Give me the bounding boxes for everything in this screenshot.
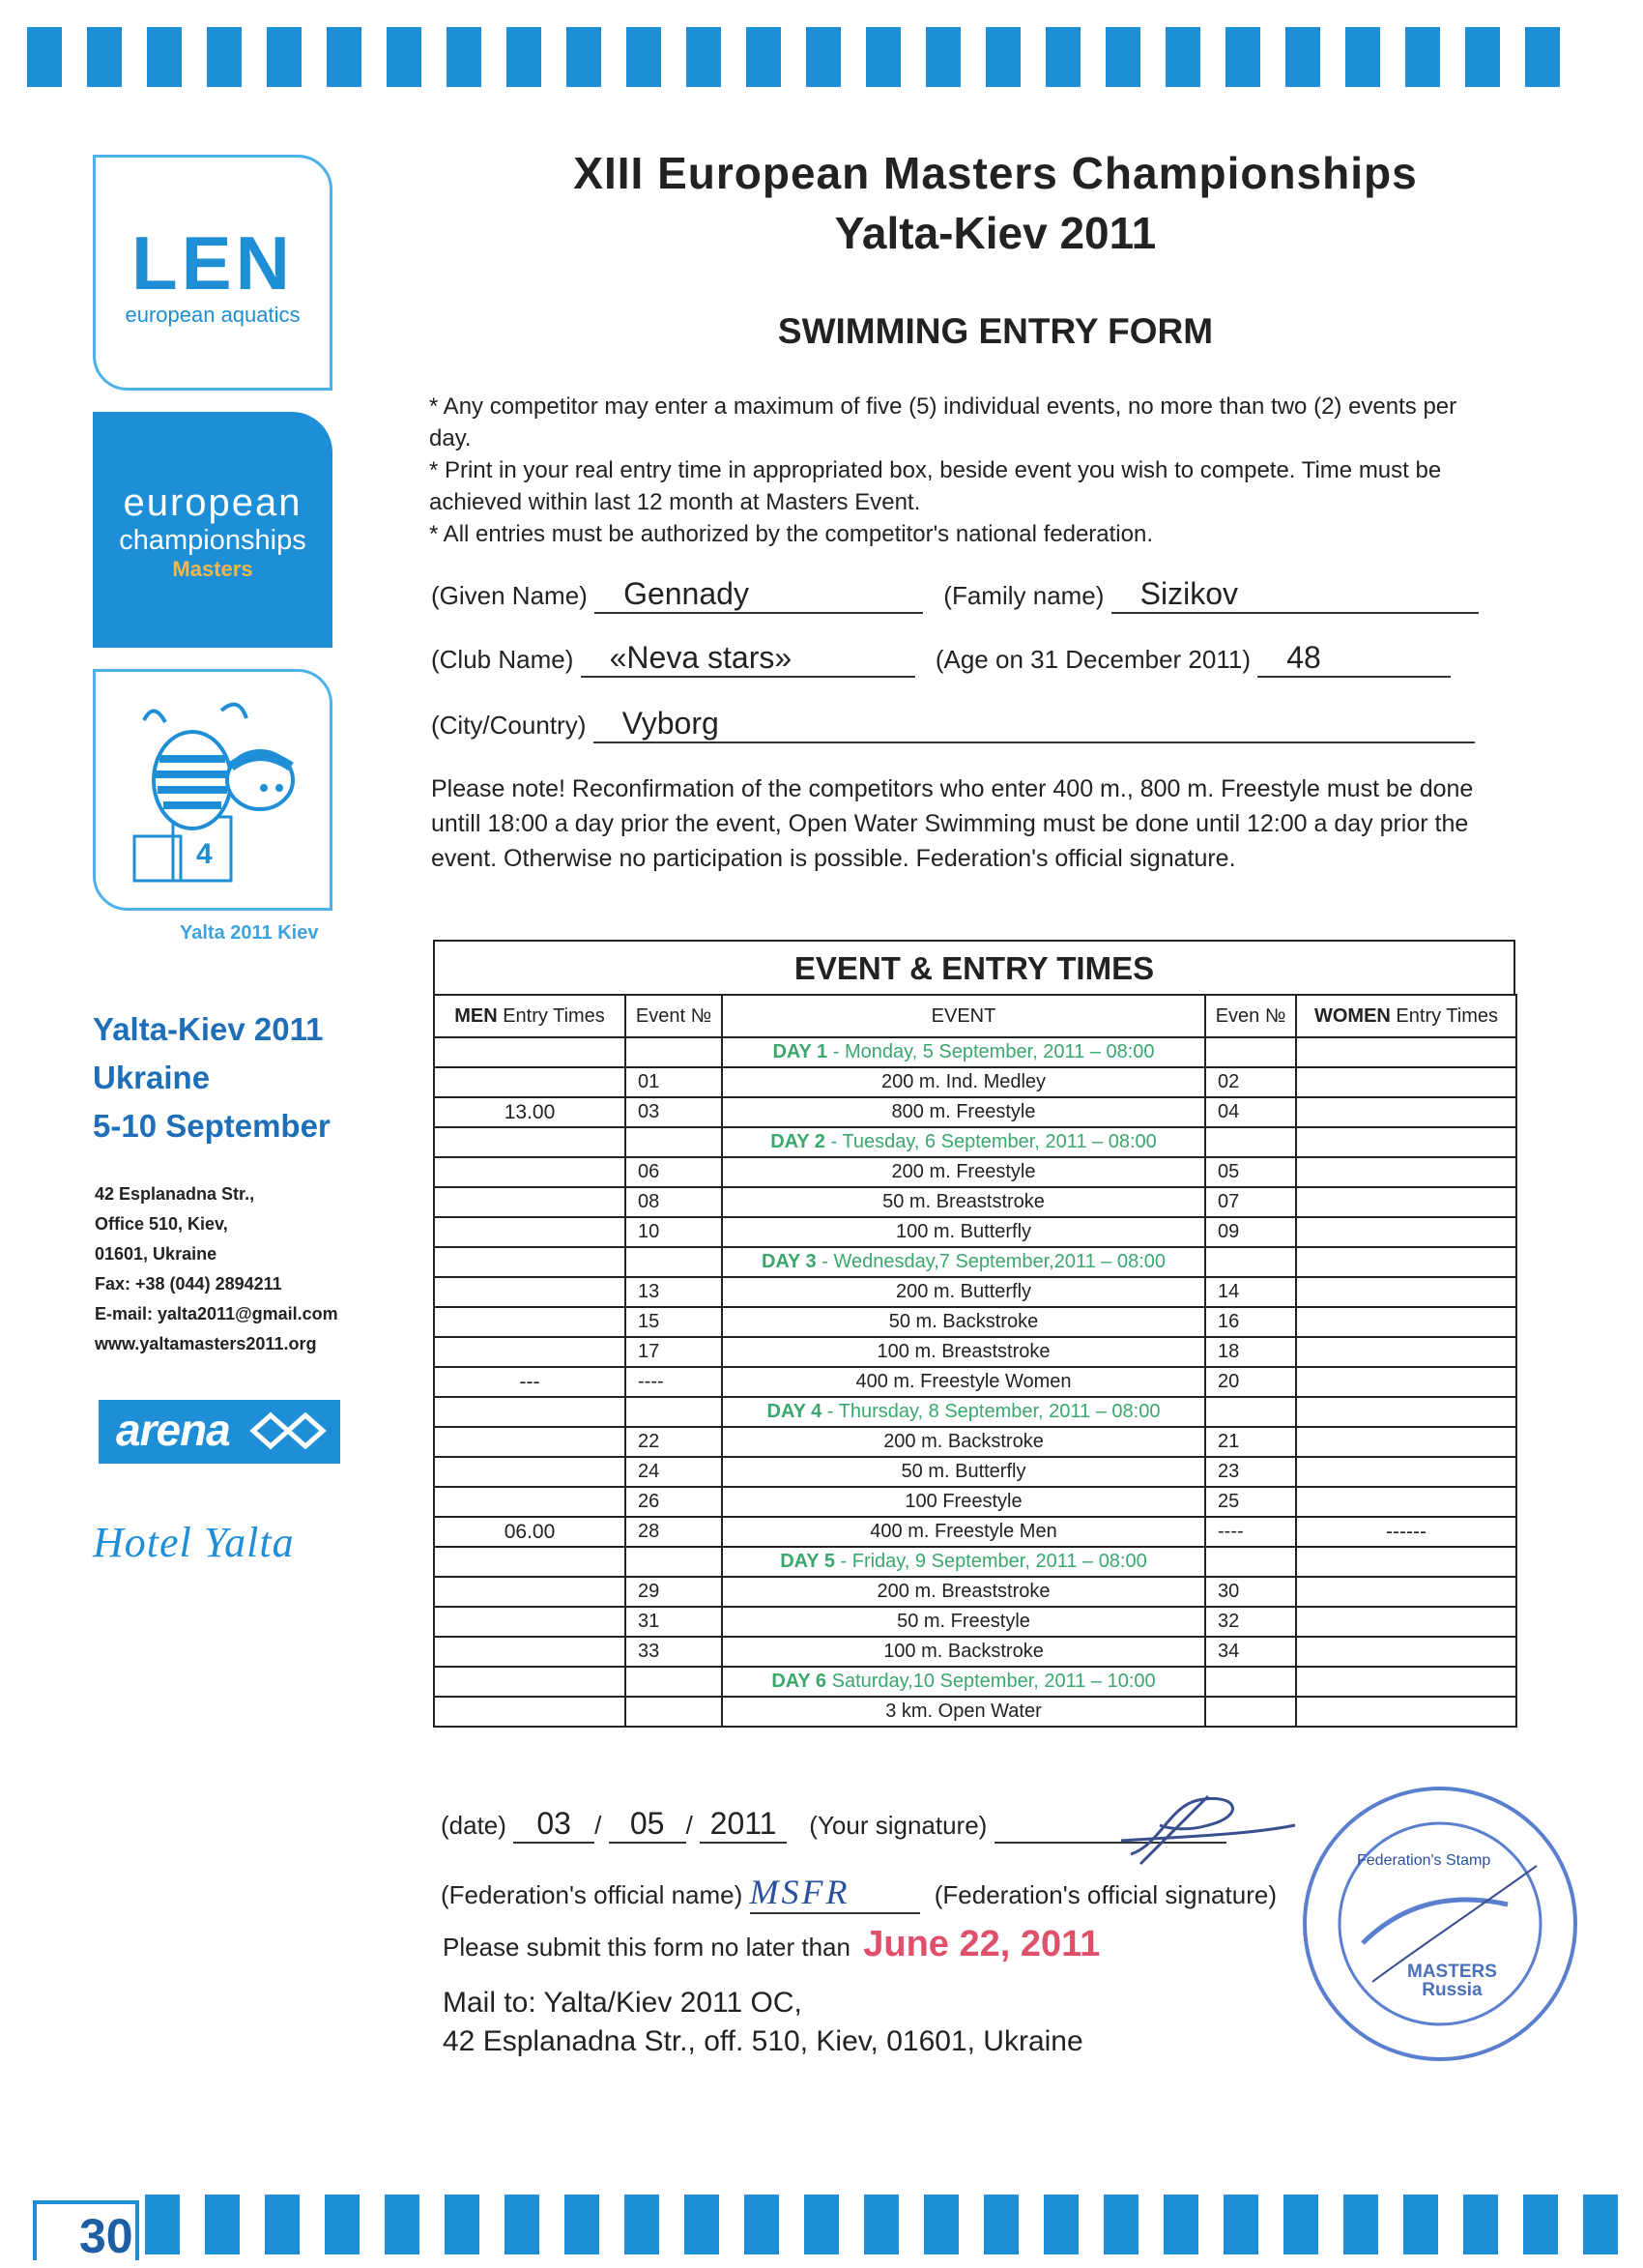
day-heading: DAY 6 Saturday,10 September, 2011 – 10:00 bbox=[722, 1667, 1205, 1697]
men-event-no-cell: 06 bbox=[625, 1157, 722, 1187]
rules-list bbox=[429, 391, 1502, 550]
event-row bbox=[434, 1307, 1516, 1337]
men-event-no-cell: 10 bbox=[625, 1217, 722, 1247]
border-dash bbox=[1224, 2195, 1258, 2254]
day-row bbox=[434, 1397, 1516, 1427]
diamond-icon bbox=[249, 1410, 327, 1452]
age-label: (Age on 31 December 2011) bbox=[935, 645, 1251, 674]
border-dash bbox=[746, 27, 781, 87]
given-name-label: (Given Name) bbox=[431, 581, 588, 610]
deadline-date: June 22, 2011 bbox=[863, 1924, 1101, 1964]
event-name-cell: 200 m. Breaststroke bbox=[722, 1577, 1205, 1607]
address-line[interactable]: E-mail: yalta2011@gmail.com bbox=[95, 1304, 338, 1323]
len-subtitle: european aquatics bbox=[125, 303, 301, 327]
men-entry-cell[interactable] bbox=[434, 1667, 625, 1697]
women-entry-cell[interactable] bbox=[1296, 1547, 1516, 1577]
hotel-yalta-logo: Hotel Yalta bbox=[93, 1519, 295, 1566]
men-entry-cell[interactable] bbox=[434, 1307, 625, 1337]
men-entry-header: MEN Entry Times bbox=[434, 995, 625, 1037]
border-dash bbox=[325, 2195, 360, 2254]
border-dash bbox=[506, 27, 541, 87]
event-header: EVENT bbox=[722, 995, 1205, 1037]
sidebar-event-line: Ukraine bbox=[93, 1060, 211, 1095]
women-entry-cell[interactable] bbox=[1296, 1187, 1516, 1217]
reconfirmation-note: Please note! Reconfirmation of the competitors who enter 400 m., 800 m. Freestyle must be done untill 18:00 a day prior the event, Open Water Swimming must be done until 12:00 a day prior the event. Otherwise no participation is possible. Federation's official signature. bbox=[431, 775, 1474, 872]
family-name-field[interactable]: Sizikov bbox=[1111, 576, 1479, 614]
men-event-no-cell: 31 bbox=[625, 1607, 722, 1637]
border-dash bbox=[984, 2195, 1019, 2254]
event-name-cell: 200 m. Backstroke bbox=[722, 1427, 1205, 1457]
event-row bbox=[434, 1067, 1516, 1097]
event-row bbox=[434, 1277, 1516, 1307]
men-event-no-cell: 28 bbox=[625, 1517, 722, 1547]
men-entry-cell[interactable] bbox=[434, 1037, 625, 1067]
border-dash bbox=[447, 27, 481, 87]
event-name-cell: 50 m. Breaststroke bbox=[722, 1187, 1205, 1217]
sidebar-event-title bbox=[93, 1005, 331, 1150]
arena-wordmark: arena bbox=[116, 1405, 230, 1455]
women-event-no-cell: 07 bbox=[1205, 1187, 1296, 1217]
address-line: Office 510, Kiev, bbox=[95, 1214, 228, 1234]
event-name-cell: 800 m. Freestyle bbox=[722, 1097, 1205, 1127]
european-championships-box bbox=[93, 412, 332, 648]
women-event-no-cell bbox=[1205, 1697, 1296, 1727]
border-dash bbox=[624, 2195, 659, 2254]
men-entry-cell[interactable] bbox=[434, 1337, 625, 1367]
border-dash bbox=[147, 27, 182, 87]
event-row bbox=[434, 1697, 1516, 1727]
event-name-cell: 50 m. Butterfly bbox=[722, 1457, 1205, 1487]
given-name-field[interactable]: Gennady bbox=[594, 576, 923, 614]
address-line[interactable]: www.yaltamasters2011.org bbox=[95, 1334, 317, 1353]
page-number: 30 bbox=[33, 2200, 139, 2260]
women-entry-cell[interactable]: ------ bbox=[1296, 1517, 1516, 1547]
club-name-label: (Club Name) bbox=[431, 645, 574, 674]
page-title: XIII European Masters Championships bbox=[573, 148, 1418, 198]
border-dash bbox=[1465, 27, 1500, 87]
event-row bbox=[434, 1187, 1516, 1217]
table-header-row bbox=[434, 995, 1516, 1037]
border-dash bbox=[1343, 2195, 1378, 2254]
women-entry-cell[interactable] bbox=[1296, 1607, 1516, 1637]
men-entry-cell[interactable] bbox=[434, 1427, 625, 1457]
women-entry-cell[interactable] bbox=[1296, 1277, 1516, 1307]
men-entry-cell[interactable] bbox=[434, 1157, 625, 1187]
men-event-no-cell bbox=[625, 1127, 722, 1157]
border-dash bbox=[866, 27, 901, 87]
border-dash bbox=[1285, 27, 1320, 87]
city-country-label: (City/Country) bbox=[431, 711, 587, 740]
age-field[interactable]: 48 bbox=[1257, 640, 1451, 678]
women-entry-cell[interactable] bbox=[1296, 1097, 1516, 1127]
event-row bbox=[434, 1577, 1516, 1607]
event-row bbox=[434, 1367, 1516, 1397]
address-line: 01601, Ukraine bbox=[95, 1244, 217, 1264]
day-heading: DAY 4 - Thursday, 8 September, 2011 – 08:00 bbox=[722, 1397, 1205, 1427]
border-dash bbox=[1283, 2195, 1318, 2254]
men-entry-cell[interactable]: 13.00 bbox=[434, 1097, 625, 1127]
seal-mascot-icon bbox=[115, 691, 316, 894]
border-dash bbox=[504, 2195, 539, 2254]
date-year-field[interactable]: 2011 bbox=[700, 1806, 787, 1844]
women-event-no-cell bbox=[1205, 1397, 1296, 1427]
men-event-no-cell: 03 bbox=[625, 1097, 722, 1127]
men-event-no-cell: 17 bbox=[625, 1337, 722, 1367]
sidebar-event-line: 5-10 September bbox=[93, 1108, 331, 1144]
event-row bbox=[434, 1457, 1516, 1487]
day-row bbox=[434, 1037, 1516, 1067]
border-dash bbox=[926, 27, 961, 87]
women-entry-cell[interactable] bbox=[1296, 1037, 1516, 1067]
date-day-field[interactable]: 03 bbox=[513, 1806, 594, 1844]
women-event-no-cell bbox=[1205, 1037, 1296, 1067]
men-event-no-cell bbox=[625, 1667, 722, 1697]
women-entry-cell[interactable] bbox=[1296, 1667, 1516, 1697]
border-dash bbox=[1523, 2195, 1558, 2254]
men-event-no-cell: 24 bbox=[625, 1457, 722, 1487]
men-event-no-cell: 33 bbox=[625, 1637, 722, 1667]
men-entry-cell[interactable] bbox=[434, 1487, 625, 1517]
len-logo: LEN bbox=[131, 220, 294, 305]
men-entry-cell[interactable] bbox=[434, 1277, 625, 1307]
women-event-no-cell: ---- bbox=[1205, 1517, 1296, 1547]
men-event-no-cell bbox=[625, 1247, 722, 1277]
men-entry-cell[interactable]: --- bbox=[434, 1367, 625, 1397]
men-event-no-cell: 08 bbox=[625, 1187, 722, 1217]
men-entry-cell[interactable] bbox=[434, 1187, 625, 1217]
rule-item: * Any competitor may enter a maximum of five (5) individual events, no more than two (2) events per day. bbox=[429, 393, 1457, 451]
day-row bbox=[434, 1667, 1516, 1697]
men-entry-cell[interactable] bbox=[434, 1637, 625, 1667]
men-entry-cell[interactable] bbox=[434, 1457, 625, 1487]
federation-name-field[interactable]: MSFR bbox=[750, 1872, 920, 1914]
border-dash bbox=[1106, 27, 1140, 87]
border-dash bbox=[27, 27, 62, 87]
border-dash bbox=[1345, 27, 1380, 87]
federation-row bbox=[441, 1872, 1277, 1914]
border-dash bbox=[1044, 2195, 1079, 2254]
women-event-no-cell: 04 bbox=[1205, 1097, 1296, 1127]
mail-to-address bbox=[443, 1984, 1083, 2061]
women-event-no-cell: 20 bbox=[1205, 1367, 1296, 1397]
federation-signature-label: (Federation's official signature) bbox=[934, 1880, 1277, 1909]
women-event-no-cell: 30 bbox=[1205, 1577, 1296, 1607]
men-event-no-cell bbox=[625, 1547, 722, 1577]
border-dash bbox=[387, 27, 421, 87]
sidebar-event-line: Yalta-Kiev 2011 bbox=[93, 1011, 324, 1047]
address-line: Fax: +38 (044) 2894211 bbox=[95, 1274, 282, 1294]
federation-stamp bbox=[1295, 1779, 1585, 2069]
men-entry-cell[interactable] bbox=[434, 1217, 625, 1247]
event-name-cell: 100 m. Breaststroke bbox=[722, 1337, 1205, 1367]
club-row bbox=[431, 640, 1451, 678]
men-event-no-cell bbox=[625, 1397, 722, 1427]
family-name-label: (Family name) bbox=[943, 581, 1105, 610]
border-dash bbox=[804, 2195, 839, 2254]
day-heading: DAY 1 - Monday, 5 September, 2011 – 08:00 bbox=[722, 1037, 1205, 1067]
event-name-cell: 3 km. Open Water bbox=[722, 1697, 1205, 1727]
border-dash bbox=[87, 27, 122, 87]
women-event-no-cell: 18 bbox=[1205, 1337, 1296, 1367]
men-entry-cell[interactable] bbox=[434, 1067, 625, 1097]
border-dash bbox=[1405, 27, 1440, 87]
deadline-label: Please submit this form no later than bbox=[443, 1933, 850, 1962]
border-dash bbox=[1166, 27, 1200, 87]
men-entry-cell[interactable] bbox=[434, 1607, 625, 1637]
event-name-cell: 100 m. Backstroke bbox=[722, 1637, 1205, 1667]
men-event-no-cell: 15 bbox=[625, 1307, 722, 1337]
stamp-label: Federation's Stamp bbox=[1357, 1852, 1491, 1869]
men-entry-cell[interactable] bbox=[434, 1697, 625, 1727]
border-dash bbox=[986, 27, 1021, 87]
border-dash bbox=[207, 27, 242, 87]
border-dash bbox=[1046, 27, 1081, 87]
day-row bbox=[434, 1247, 1516, 1277]
women-event-no-cell: 05 bbox=[1205, 1157, 1296, 1187]
stamp-masters-text: MASTERS Russia bbox=[1407, 1962, 1497, 2000]
border-dash bbox=[267, 27, 302, 87]
women-entry-cell[interactable] bbox=[1296, 1217, 1516, 1247]
men-entry-cell[interactable] bbox=[434, 1247, 625, 1277]
women-entry-cell[interactable] bbox=[1296, 1247, 1516, 1277]
women-event-no-header: Even № bbox=[1205, 995, 1296, 1037]
event-row bbox=[434, 1337, 1516, 1367]
men-event-no-cell: 29 bbox=[625, 1577, 722, 1607]
border-dash bbox=[327, 27, 361, 87]
women-entry-cell[interactable] bbox=[1296, 1337, 1516, 1367]
women-event-no-cell: 14 bbox=[1205, 1277, 1296, 1307]
form-title: SWIMMING ENTRY FORM bbox=[777, 311, 1214, 351]
border-dash bbox=[924, 2195, 959, 2254]
border-dash bbox=[564, 2195, 599, 2254]
euro-line3: Masters bbox=[172, 557, 253, 581]
women-entry-cell[interactable] bbox=[1296, 1697, 1516, 1727]
border-dash bbox=[1104, 2195, 1139, 2254]
date-label: (date) bbox=[441, 1811, 506, 1840]
event-name-cell: 100 m. Butterfly bbox=[722, 1217, 1205, 1247]
federation-name-label: (Federation's official name) bbox=[441, 1880, 743, 1909]
sidebar-address bbox=[95, 1179, 338, 1359]
border-dash bbox=[1463, 2195, 1498, 2254]
club-name-field[interactable]: «Neva stars» bbox=[581, 640, 915, 678]
women-entry-header: WOMEN Entry Times bbox=[1296, 995, 1516, 1037]
event-row bbox=[434, 1637, 1516, 1667]
day-row bbox=[434, 1547, 1516, 1577]
border-dash bbox=[744, 2195, 779, 2254]
mascot-caption: Yalta 2011 Kiev bbox=[180, 922, 319, 944]
women-event-no-cell: 09 bbox=[1205, 1217, 1296, 1247]
women-event-no-cell: 16 bbox=[1205, 1307, 1296, 1337]
women-entry-cell[interactable] bbox=[1296, 1427, 1516, 1457]
border-dash bbox=[626, 27, 661, 87]
women-event-no-cell: 21 bbox=[1205, 1427, 1296, 1457]
men-entry-cell[interactable] bbox=[434, 1547, 625, 1577]
border-dash bbox=[1225, 27, 1260, 87]
event-row bbox=[434, 1487, 1516, 1517]
day-row bbox=[434, 1127, 1516, 1157]
event-row bbox=[434, 1217, 1516, 1247]
mail-line: 42 Esplanadna Str., off. 510, Kiev, 01601, Ukraine bbox=[443, 2025, 1083, 2057]
men-entry-cell[interactable] bbox=[434, 1577, 625, 1607]
event-row bbox=[434, 1607, 1516, 1637]
len-logo-box bbox=[93, 155, 332, 391]
handwritten-signature bbox=[1102, 1787, 1314, 1874]
event-row bbox=[434, 1157, 1516, 1187]
border-dash bbox=[566, 27, 601, 87]
mail-line: Mail to: Yalta/Kiev 2011 OC, bbox=[443, 1987, 802, 2019]
women-entry-cell[interactable] bbox=[1296, 1157, 1516, 1187]
day-heading: DAY 5 - Friday, 9 September, 2011 – 08:00 bbox=[722, 1547, 1205, 1577]
women-event-no-cell bbox=[1205, 1547, 1296, 1577]
day-heading: DAY 3 - Wednesday,7 September,2011 – 08:00 bbox=[722, 1247, 1205, 1277]
rule-item: * Print in your real entry time in appropriated box, beside event you wish to compete. Time must be achieved within last 12 month at Masters Event. bbox=[429, 457, 1442, 515]
border-dash bbox=[385, 2195, 419, 2254]
arena-logo bbox=[99, 1400, 340, 1464]
date-month-field[interactable]: 05 bbox=[609, 1806, 686, 1844]
women-entry-cell[interactable] bbox=[1296, 1457, 1516, 1487]
top-dash-border bbox=[0, 27, 1643, 87]
border-dash bbox=[686, 27, 721, 87]
women-entry-cell[interactable] bbox=[1296, 1307, 1516, 1337]
event-row bbox=[434, 1097, 1516, 1127]
address-line: 42 Esplanadna Str., bbox=[95, 1184, 255, 1204]
name-row bbox=[431, 576, 1479, 614]
women-entry-cell[interactable] bbox=[1296, 1067, 1516, 1097]
border-dash bbox=[145, 2195, 180, 2254]
entry-times-table bbox=[433, 940, 1515, 1728]
border-dash bbox=[1164, 2195, 1198, 2254]
men-event-no-cell: 26 bbox=[625, 1487, 722, 1517]
women-event-no-cell: 34 bbox=[1205, 1637, 1296, 1667]
page-subtitle: Yalta-Kiev 2011 bbox=[834, 208, 1157, 258]
event-row bbox=[434, 1427, 1516, 1457]
women-event-no-cell bbox=[1205, 1127, 1296, 1157]
table-title: EVENT & ENTRY TIMES bbox=[433, 940, 1515, 994]
event-name-cell: 400 m. Freestyle Women bbox=[722, 1367, 1205, 1397]
men-event-no-header: Event № bbox=[625, 995, 722, 1037]
city-row bbox=[431, 706, 1475, 743]
mascot-box bbox=[93, 669, 332, 911]
women-event-no-cell: 02 bbox=[1205, 1067, 1296, 1097]
euro-line2: championships bbox=[119, 525, 306, 556]
city-country-field[interactable]: Vyborg bbox=[593, 706, 1475, 743]
event-name-cell: 200 m. Ind. Medley bbox=[722, 1067, 1205, 1097]
event-name-cell: 100 Freestyle bbox=[722, 1487, 1205, 1517]
women-event-no-cell bbox=[1205, 1247, 1296, 1277]
signature-label: (Your signature) bbox=[809, 1811, 988, 1840]
men-event-no-cell: ---- bbox=[625, 1367, 722, 1397]
men-entry-cell[interactable] bbox=[434, 1127, 625, 1157]
border-dash bbox=[864, 2195, 899, 2254]
border-dash bbox=[445, 2195, 479, 2254]
women-entry-cell[interactable] bbox=[1296, 1127, 1516, 1157]
women-entry-cell[interactable] bbox=[1296, 1487, 1516, 1517]
date-signature-row: (date) 03 / 05 / 2011 (Your signature) bbox=[441, 1806, 1226, 1844]
rule-item: * All entries must be authorized by the competitor's national federation. bbox=[429, 521, 1154, 547]
border-dash bbox=[806, 27, 841, 87]
border-dash bbox=[265, 2195, 300, 2254]
men-event-no-cell bbox=[625, 1697, 722, 1727]
women-event-no-cell: 25 bbox=[1205, 1487, 1296, 1517]
day-heading: DAY 2 - Tuesday, 6 September, 2011 – 08:00 bbox=[722, 1127, 1205, 1157]
svg-text:4: 4 bbox=[196, 838, 213, 870]
event-row bbox=[434, 1517, 1516, 1547]
border-dash bbox=[684, 2195, 719, 2254]
women-event-no-cell: 32 bbox=[1205, 1607, 1296, 1637]
men-event-no-cell: 13 bbox=[625, 1277, 722, 1307]
event-name-cell: 400 m. Freestyle Men bbox=[722, 1517, 1205, 1547]
men-event-no-cell: 22 bbox=[625, 1427, 722, 1457]
border-dash bbox=[205, 2195, 240, 2254]
women-entry-cell[interactable] bbox=[1296, 1397, 1516, 1427]
event-name-cell: 50 m. Backstroke bbox=[722, 1307, 1205, 1337]
border-dash bbox=[1583, 2195, 1618, 2254]
border-dash bbox=[1403, 2195, 1438, 2254]
women-entry-cell[interactable] bbox=[1296, 1367, 1516, 1397]
men-event-no-cell bbox=[625, 1037, 722, 1067]
women-event-no-cell: 23 bbox=[1205, 1457, 1296, 1487]
event-name-cell: 200 m. Butterfly bbox=[722, 1277, 1205, 1307]
women-event-no-cell bbox=[1205, 1667, 1296, 1697]
women-entry-cell[interactable] bbox=[1296, 1637, 1516, 1667]
euro-line1: european bbox=[123, 481, 303, 524]
event-name-cell: 200 m. Freestyle bbox=[722, 1157, 1205, 1187]
men-entry-cell[interactable]: 06.00 bbox=[434, 1517, 625, 1547]
deadline-row bbox=[443, 1924, 1100, 1965]
event-name-cell: 50 m. Freestyle bbox=[722, 1607, 1205, 1637]
men-event-no-cell: 01 bbox=[625, 1067, 722, 1097]
border-dash bbox=[1525, 27, 1560, 87]
men-entry-cell[interactable] bbox=[434, 1397, 625, 1427]
bottom-dash-border bbox=[0, 2195, 1643, 2254]
women-entry-cell[interactable] bbox=[1296, 1577, 1516, 1607]
